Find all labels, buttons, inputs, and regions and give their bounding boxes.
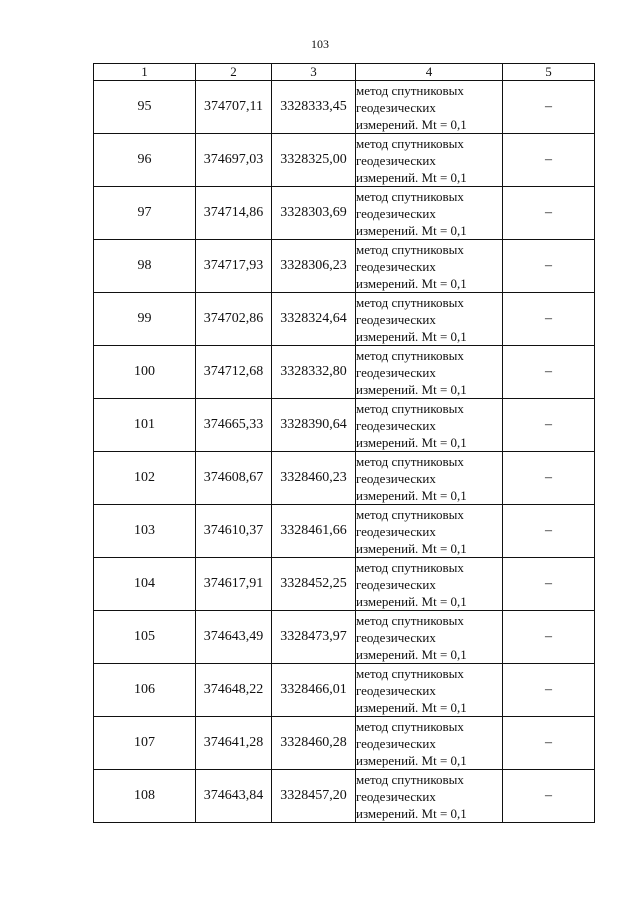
note-cell: – bbox=[503, 346, 595, 399]
x-coordinate-cell: 374648,22 bbox=[196, 664, 272, 717]
y-coordinate-cell: 3328325,00 bbox=[272, 134, 356, 187]
table-row bbox=[94, 452, 595, 505]
coordinates-table bbox=[93, 63, 595, 823]
method-cell bbox=[356, 717, 503, 770]
point-number-cell: 98 bbox=[94, 240, 196, 293]
point-number-cell: 96 bbox=[94, 134, 196, 187]
y-coordinate-cell: 3328332,80 bbox=[272, 346, 356, 399]
table-row bbox=[94, 770, 595, 823]
x-coordinate-cell: 374665,33 bbox=[196, 399, 272, 452]
method-cell bbox=[356, 81, 503, 134]
x-coordinate-cell: 374608,67 bbox=[196, 452, 272, 505]
x-coordinate-cell: 374712,68 bbox=[196, 346, 272, 399]
y-coordinate-cell: 3328461,66 bbox=[272, 505, 356, 558]
x-coordinate-cell: 374617,91 bbox=[196, 558, 272, 611]
point-number-cell: 105 bbox=[94, 611, 196, 664]
method-text-line: метод спутниковых bbox=[356, 665, 464, 681]
note-cell: – bbox=[503, 505, 595, 558]
table-row bbox=[94, 293, 595, 346]
method-text-line: геодезических bbox=[356, 470, 436, 486]
y-coordinate-cell: 3328457,20 bbox=[272, 770, 356, 823]
point-number-cell: 102 bbox=[94, 452, 196, 505]
point-number-cell: 106 bbox=[94, 664, 196, 717]
x-coordinate-cell: 374714,86 bbox=[196, 187, 272, 240]
point-number-cell: 108 bbox=[94, 770, 196, 823]
method-cell bbox=[356, 452, 503, 505]
method-text-line: измерений. Mt = 0,1 bbox=[356, 116, 467, 132]
header-col-5: 5 bbox=[503, 64, 595, 81]
method-text-line: геодезических bbox=[356, 682, 436, 698]
method-text-line: измерений. Mt = 0,1 bbox=[356, 752, 467, 768]
method-text-line: геодезических bbox=[356, 152, 436, 168]
y-coordinate-cell: 3328473,97 bbox=[272, 611, 356, 664]
method-text-line: измерений. Mt = 0,1 bbox=[356, 275, 467, 291]
method-text-line: измерений. Mt = 0,1 bbox=[356, 646, 467, 662]
method-text-line: геодезических bbox=[356, 417, 436, 433]
table-row bbox=[94, 81, 595, 134]
method-text-line: измерений. Mt = 0,1 bbox=[356, 593, 467, 609]
table-row bbox=[94, 505, 595, 558]
y-coordinate-cell: 3328466,01 bbox=[272, 664, 356, 717]
note-cell: – bbox=[503, 293, 595, 346]
method-text-line: метод спутниковых bbox=[356, 294, 464, 310]
x-coordinate-cell: 374641,28 bbox=[196, 717, 272, 770]
method-text-line: геодезических bbox=[356, 735, 436, 751]
method-text-line: метод спутниковых bbox=[356, 188, 464, 204]
table-row bbox=[94, 240, 595, 293]
note-cell: – bbox=[503, 452, 595, 505]
method-text-line: геодезических bbox=[356, 629, 436, 645]
method-text-line: метод спутниковых bbox=[356, 135, 464, 151]
header-col-2: 2 bbox=[196, 64, 272, 81]
method-text-line: измерений. Mt = 0,1 bbox=[356, 169, 467, 185]
page-number: 103 bbox=[311, 37, 329, 51]
point-number-cell: 101 bbox=[94, 399, 196, 452]
note-cell: – bbox=[503, 770, 595, 823]
method-text-line: измерений. Mt = 0,1 bbox=[356, 805, 467, 821]
method-text-line: геодезических bbox=[356, 788, 436, 804]
method-cell bbox=[356, 664, 503, 717]
header-col-3: 3 bbox=[272, 64, 356, 81]
table-row bbox=[94, 664, 595, 717]
point-number-cell: 99 bbox=[94, 293, 196, 346]
point-number-cell: 95 bbox=[94, 81, 196, 134]
method-text-line: геодезических bbox=[356, 205, 436, 221]
point-number-cell: 107 bbox=[94, 717, 196, 770]
y-coordinate-cell: 3328390,64 bbox=[272, 399, 356, 452]
method-text-line: метод спутниковых bbox=[356, 506, 464, 522]
y-coordinate-cell: 3328333,45 bbox=[272, 81, 356, 134]
point-number-cell: 97 bbox=[94, 187, 196, 240]
table-row bbox=[94, 611, 595, 664]
method-text-line: измерений. Mt = 0,1 bbox=[356, 699, 467, 715]
table-row bbox=[94, 558, 595, 611]
x-coordinate-cell: 374643,84 bbox=[196, 770, 272, 823]
method-text-line: измерений. Mt = 0,1 bbox=[356, 222, 467, 238]
method-cell bbox=[356, 134, 503, 187]
note-cell: – bbox=[503, 399, 595, 452]
method-text-line: геодезических bbox=[356, 99, 436, 115]
note-cell: – bbox=[503, 717, 595, 770]
method-text-line: метод спутниковых bbox=[356, 82, 464, 98]
y-coordinate-cell: 3328324,64 bbox=[272, 293, 356, 346]
note-cell: – bbox=[503, 81, 595, 134]
table-body bbox=[94, 81, 595, 823]
method-text-line: метод спутниковых bbox=[356, 453, 464, 469]
method-text-line: измерений. Mt = 0,1 bbox=[356, 434, 467, 450]
method-text-line: метод спутниковых bbox=[356, 400, 464, 416]
method-text-line: измерений. Mt = 0,1 bbox=[356, 328, 467, 344]
method-text-line: метод спутниковых bbox=[356, 347, 464, 363]
note-cell: – bbox=[503, 558, 595, 611]
y-coordinate-cell: 3328303,69 bbox=[272, 187, 356, 240]
y-coordinate-cell: 3328460,28 bbox=[272, 717, 356, 770]
method-text-line: измерений. Mt = 0,1 bbox=[356, 540, 467, 556]
method-text-line: геодезических bbox=[356, 258, 436, 274]
header-col-4: 4 bbox=[356, 64, 503, 81]
method-text-line: измерений. Mt = 0,1 bbox=[356, 381, 467, 397]
method-text-line: геодезических bbox=[356, 523, 436, 539]
method-cell bbox=[356, 399, 503, 452]
x-coordinate-cell: 374643,49 bbox=[196, 611, 272, 664]
method-cell bbox=[356, 558, 503, 611]
method-text-line: метод спутниковых bbox=[356, 771, 464, 787]
note-cell: – bbox=[503, 611, 595, 664]
note-cell: – bbox=[503, 187, 595, 240]
x-coordinate-cell: 374702,86 bbox=[196, 293, 272, 346]
method-cell bbox=[356, 293, 503, 346]
header-col-1: 1 bbox=[94, 64, 196, 81]
method-cell bbox=[356, 187, 503, 240]
method-cell bbox=[356, 611, 503, 664]
method-cell bbox=[356, 505, 503, 558]
x-coordinate-cell: 374717,93 bbox=[196, 240, 272, 293]
method-text-line: геодезических bbox=[356, 364, 436, 380]
table-row bbox=[94, 717, 595, 770]
method-text-line: метод спутниковых bbox=[356, 559, 464, 575]
note-cell: – bbox=[503, 240, 595, 293]
table-header-row bbox=[94, 64, 595, 81]
x-coordinate-cell: 374707,11 bbox=[196, 81, 272, 134]
method-text-line: метод спутниковых bbox=[356, 241, 464, 257]
method-text-line: геодезических bbox=[356, 576, 436, 592]
method-cell bbox=[356, 240, 503, 293]
point-number-cell: 103 bbox=[94, 505, 196, 558]
method-text-line: измерений. Mt = 0,1 bbox=[356, 487, 467, 503]
method-text-line: геодезических bbox=[356, 311, 436, 327]
table-row bbox=[94, 134, 595, 187]
y-coordinate-cell: 3328452,25 bbox=[272, 558, 356, 611]
table-row bbox=[94, 399, 595, 452]
table-row bbox=[94, 346, 595, 399]
x-coordinate-cell: 374610,37 bbox=[196, 505, 272, 558]
table-row bbox=[94, 187, 595, 240]
note-cell: – bbox=[503, 664, 595, 717]
y-coordinate-cell: 3328460,23 bbox=[272, 452, 356, 505]
point-number-cell: 100 bbox=[94, 346, 196, 399]
point-number-cell: 104 bbox=[94, 558, 196, 611]
y-coordinate-cell: 3328306,23 bbox=[272, 240, 356, 293]
method-text-line: метод спутниковых bbox=[356, 612, 464, 628]
x-coordinate-cell: 374697,03 bbox=[196, 134, 272, 187]
method-text-line: метод спутниковых bbox=[356, 718, 464, 734]
note-cell: – bbox=[503, 134, 595, 187]
method-cell bbox=[356, 770, 503, 823]
method-cell bbox=[356, 346, 503, 399]
